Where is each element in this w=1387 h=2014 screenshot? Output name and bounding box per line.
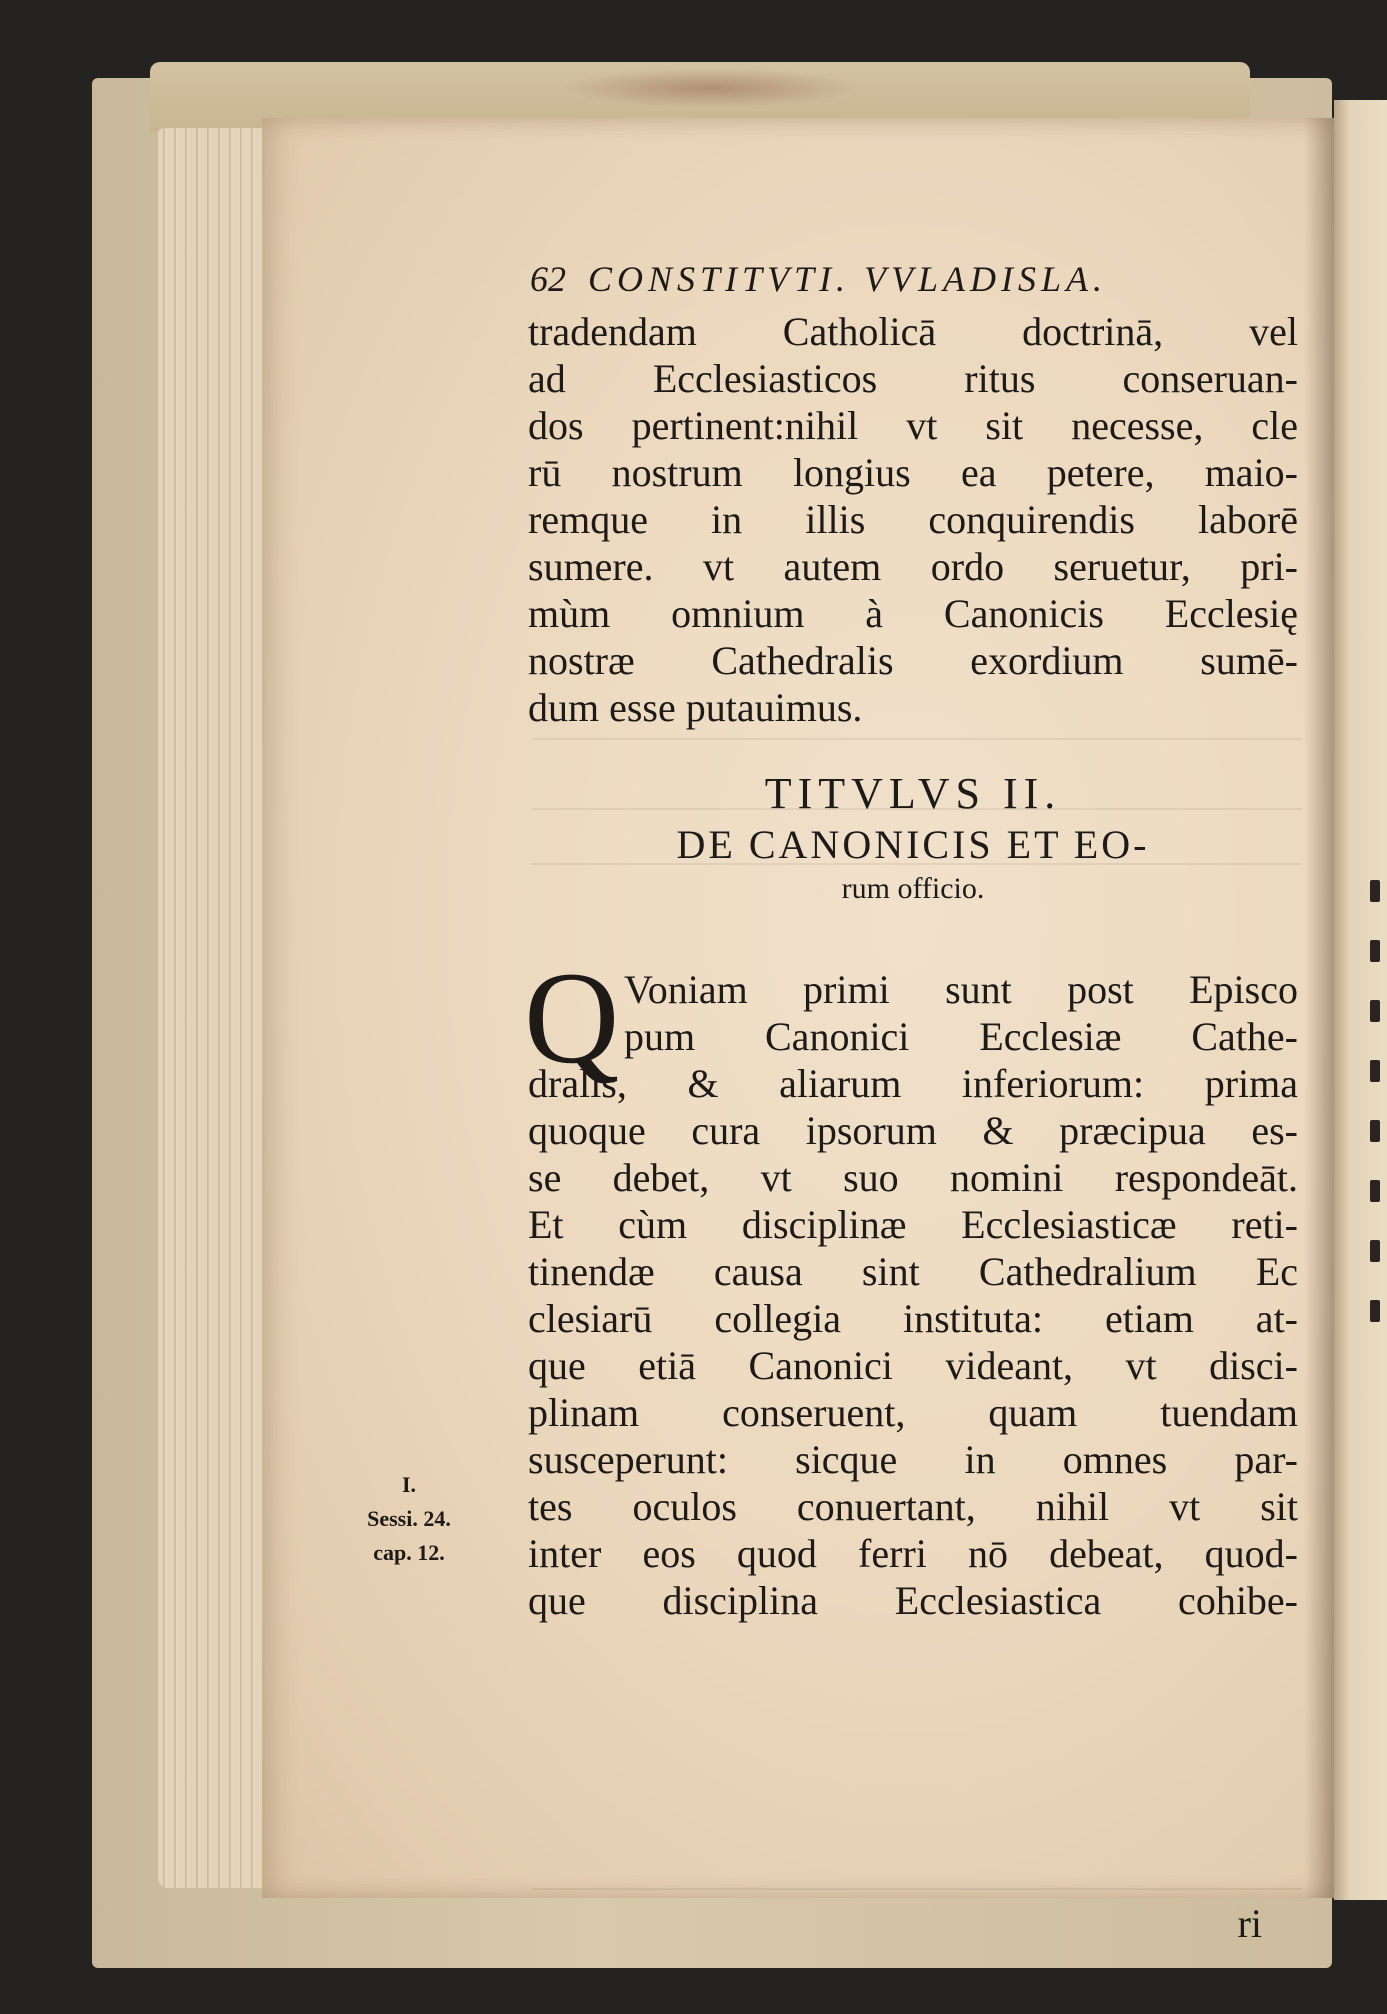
running-title: CONSTITVTI. VVLADISLA.: [588, 259, 1108, 299]
show-through: [532, 1888, 1302, 1890]
text-line: susceperunt: sicque in omnes par-: [528, 1437, 1298, 1482]
section-subject: DE CANONICIS ET EO-: [676, 822, 1150, 867]
text-line: ad Ecclesiasticos ritus conseruan-: [528, 356, 1298, 401]
show-through: [532, 738, 1302, 740]
facing-page-letter: [1370, 1180, 1380, 1202]
text-line: remque in illis conquirendis laborē: [528, 497, 1298, 542]
facing-page-letter: [1370, 1000, 1380, 1022]
text-line: que etiā Canonici videant, vt disci-: [528, 1343, 1298, 1388]
section-title: TITVLVS II.: [764, 769, 1062, 818]
facing-page-letter: [1370, 1300, 1380, 1322]
page-gutter: [1304, 118, 1334, 1898]
page-number: 62: [530, 259, 566, 299]
text-line: plinam conseruent, quam tuendam: [528, 1390, 1298, 1435]
facing-page-letter: [1370, 1060, 1380, 1082]
facing-page-letter: [1370, 1240, 1380, 1262]
section-subject-continued: rum officio.: [841, 872, 985, 905]
text-line: inter eos quod ferri nō debeat, quod-: [528, 1531, 1298, 1576]
text-line: clesiarū collegia instituta: etiam at-: [528, 1296, 1298, 1341]
text-line: se debet, vt suo nomini respondeāt.: [528, 1155, 1298, 1200]
text-line: dos pertinent:nihil vt sit necesse, cle: [528, 403, 1298, 448]
text-line: quoque cura ipsorum & præcipua es-: [528, 1108, 1298, 1153]
cover-stain: [560, 68, 860, 108]
text-line: rū nostrum longius ea petere, maio-: [528, 450, 1298, 495]
page-edges: [158, 128, 268, 1888]
marginal-note: [354, 1468, 464, 1570]
text-line: nostræ Cathedralis exordium sumē-: [528, 638, 1298, 683]
drop-cap: Q: [524, 944, 620, 1091]
text-line: que disciplina Ecclesiastica cohibe-: [528, 1578, 1298, 1623]
marginal-number: I.: [401, 1472, 417, 1497]
facing-page-letter: [1370, 940, 1380, 962]
facing-page-edge: [1334, 100, 1387, 1900]
marginal-reference: Sessi. 24.: [367, 1506, 451, 1531]
main-paragraph: [528, 966, 1298, 1624]
text-line: mùm omnium à Canonicis Ecclesię: [528, 591, 1298, 636]
text-line: tradendam Catholicā doctrinā, vel: [528, 309, 1298, 354]
text-line: dum esse putauimus.: [528, 685, 863, 730]
book-page: [262, 118, 1334, 1946]
text-line: dralis, & aliarum inferiorum: prima: [528, 1061, 1298, 1106]
opening-paragraph: [528, 308, 1298, 731]
text-line: pum Canonici Ecclesiæ Cathe-: [624, 1014, 1298, 1059]
text-line: Voniam primi sunt post Episco: [624, 967, 1298, 1012]
facing-page-letter: [1370, 1120, 1380, 1142]
text-line: tes oculos conuertant, nihil vt sit: [528, 1484, 1298, 1529]
text-line: tinendæ causa sint Cathedralium Ec: [528, 1249, 1298, 1294]
text-line: sumere. vt autem ordo seruetur, pri-: [528, 544, 1298, 589]
marginal-reference: cap. 12.: [373, 1540, 445, 1565]
facing-page-letter: [1370, 880, 1380, 902]
catchword: ri: [1237, 1901, 1262, 1946]
running-head: [530, 258, 1270, 300]
text-line: Et cùm disciplinæ Ecclesiasticæ reti-: [528, 1202, 1298, 1247]
